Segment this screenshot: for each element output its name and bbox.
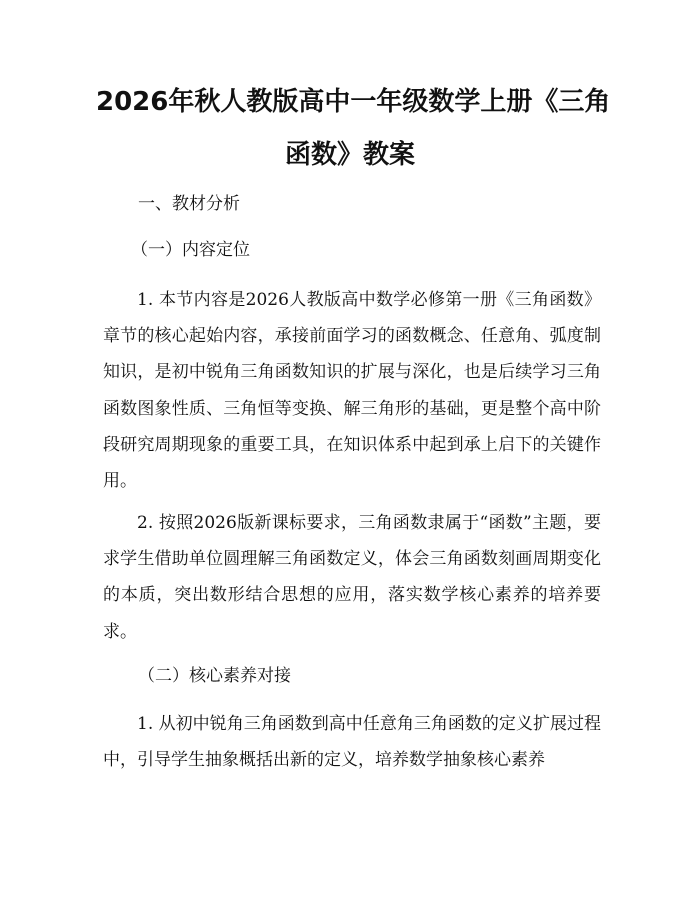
subsection-heading-core-literacy: （二）核心素养对接	[138, 666, 291, 686]
paragraph-content-positioning-2: 2. 按照2026版新课标要求，三角函数隶属于“函数”主题，要求学生借助单位圆理解三角函数定义，体会三角函数刻画周期变化的本质，突出数形结合思想的应用，落实数学核心素养的培养要求。	[103, 513, 601, 642]
section-heading-teaching-material-analysis: 一、教材分析	[138, 194, 240, 214]
paragraph-content-positioning-1: 1. 本节内容是2026人教版高中数学必修第一册《三角函数》章节的核心起始内容，承接前面学习的函数概念、任意角、弧度制知识，是初中锐角三角函数知识的扩展与深化，也是后续学习三角函数图象性质、三角恒等变换、解三角形的基础，更是整个高中阶段研究周期现象的重要工具，在知识体系中起到承上启下的关键作用。	[103, 290, 601, 492]
paragraph-core-literacy-1: 1. 从初中锐角三角函数到高中任意角三角函数的定义扩展过程中，引导学生抽象概括出新的定义，培养数学抽象核心素养	[103, 714, 601, 771]
document-title	[96, 76, 611, 182]
title-line-1: 2026年秋人教版高中一年级数学上册《三角	[96, 87, 611, 117]
subsection-heading-content-positioning: （一）内容定位	[131, 240, 250, 260]
title-line-2: 函数》教案	[284, 140, 415, 170]
